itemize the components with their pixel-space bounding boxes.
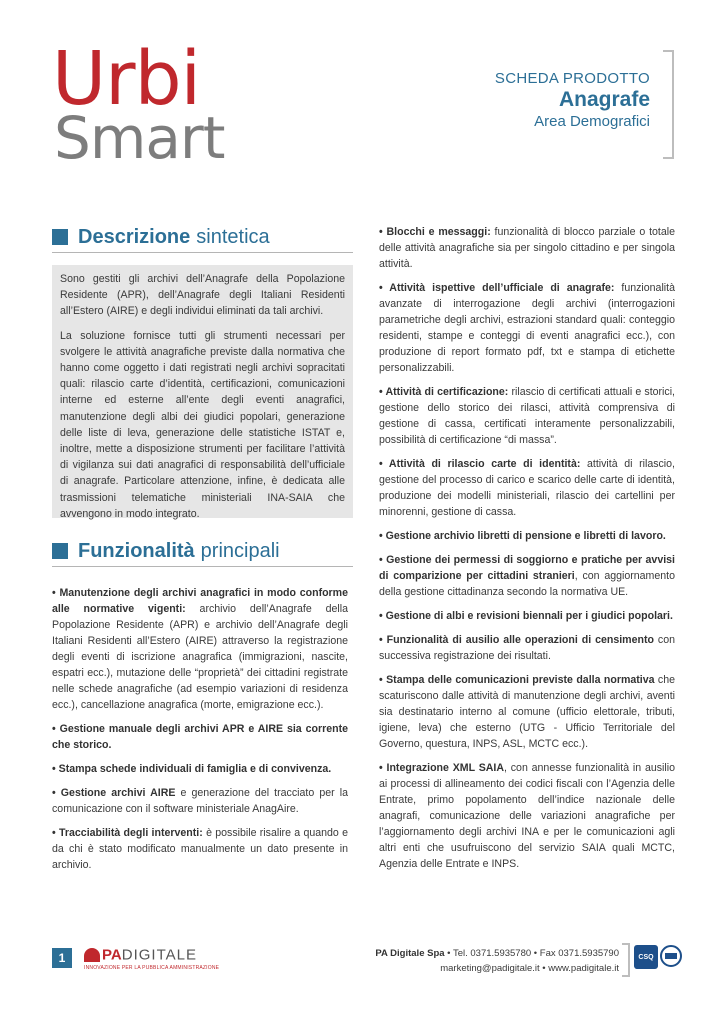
header-bracket-decoration	[663, 50, 674, 159]
iqnet-certification-icon	[660, 945, 682, 967]
section-title-bold: Funzionalità	[78, 539, 195, 562]
logo-tagline: INNOVAZIONE PER LA PUBBLICA AMMINISTRAZIONE	[84, 965, 220, 971]
list-item: • Gestione di albi e revisioni biennali per i giudici popolari.	[379, 610, 673, 622]
logo-smart-text: Smart	[54, 104, 225, 172]
logo-urbi-text: Urbi	[52, 36, 201, 122]
footer-bracket-decoration	[622, 943, 630, 977]
descrizione-paragraph: Sono gestiti gli archivi dell’Anagrafe della Popolazione Residente (APR), dell’Anagrafe degli Italiani Residenti all’Estero (AIRE) e degli individui eliminati da tali archivi.	[60, 273, 345, 318]
section-title-bold: Descrizione	[78, 225, 191, 248]
list-item: • Integrazione XML SAIA, con annesse funzionalità in ausilio ai processi di allineamento dei codici fiscali con l’Agenzia delle Entrate, primo popolamento dell’indice nazionale delle anagrafi, comunicazione delle variazioni anagrafiche per l’aggiornamento degli archivi INA e per le comunicazioni agli altri enti che usufruiscono del servizio SAIA quali MCTC, Agenzia delle Entrate e INPS.	[379, 762, 675, 870]
descrizione-box	[52, 265, 353, 518]
section-square-icon	[52, 543, 68, 559]
urbismart-logo	[52, 36, 267, 173]
list-item: • Gestione dei permessi di soggiorno e pratiche per avvisi di comparizione per cittadini stranieri, con aggiornamento della gestione cittadinanza secondo la normativa UE.	[379, 554, 675, 598]
list-item: • Attività di rilascio carte di identità: attività di rilascio, gestione del processo di carico e scarico delle carte di identità, produzione dei modelli ministeriali, rilascio dei cartellini per minorenni, gestione di cassa.	[379, 458, 675, 518]
section-square-icon	[52, 229, 68, 245]
list-item: • Gestione archivi AIRE e generazione del tracciato per la comunicazione con il software ministeriale AnagAire.	[52, 787, 348, 815]
csq-certification-icon: CSQ	[634, 945, 658, 969]
descrizione-paragraph: La soluzione fornisce tutti gli strumenti necessari per svolgere le attività anagrafiche previste dalla normativa che hanno come oggetto i dati registrati negli archivi sopracitati quali: rilascio carte d’identità, certificazioni, comunicazioni interne ed esterne all’ente degli eventi anagrafici, manutenzione degli albi dei giudici popolari, generazione delle liste di leva, generazione delle statistiche ISTAT e, inoltre, mette a disposizione strumenti per facilitare l’attività di vigilanza sui dati anagrafici di responsabilità dell’ufficiale di anagrafe. Particolare attenzione, infine, è dedicata alle trasmissioni telematiche ministeriali INA-SAIA che avvengono in modo integrato.	[60, 329, 345, 520]
phone-fax: • Tel. 0371.5935780 • Fax 0371.5935790	[444, 948, 619, 959]
logo-pa: PA	[102, 946, 122, 964]
email-website[interactable]: marketing@padigitale.it • www.padigitale.it	[440, 963, 619, 974]
padigitale-logo	[84, 946, 219, 971]
product-header	[495, 70, 650, 130]
funzionalita-heading	[52, 536, 353, 567]
list-item: • Gestione archivio libretti di pensione e libretti di lavoro.	[379, 530, 666, 542]
list-item: • Blocchi e messaggi: funzionalità di blocco parziale o totale delle attività anagrafiche sia per singolo cittadino e per singola attività.	[379, 226, 675, 270]
descrizione-heading	[52, 222, 353, 253]
scheda-label: SCHEDA PRODOTTO	[494, 70, 650, 87]
list-item: • Attività di certificazione: rilascio di certificati attuali e storici, gestione dello storico dei rilasci, attività comprensiva di gestione di cassa, certificati interamente personalizzabili, possibilità di certificazione “di massa”.	[379, 386, 676, 446]
list-item: • Stampa schede individuali di famiglia e di convivenza.	[52, 763, 332, 775]
list-item: • Attività ispettive dell’ufficiale di anagrafe: funzionalità avanzate di interrogazione degli archivi (interrogazioni parametriche degli archivi, estrazioni standard quali: conteggio residenti, stampe e conteggi di eventi anagrafici ecc.), con produzione di report formato pdf, txt e stampa di etichette personalizzabili.	[379, 282, 675, 374]
product-area: Area Demografici	[534, 113, 650, 130]
company-name: PA Digitale Spa	[375, 948, 445, 959]
list-item: • Gestione manuale degli archivi APR e AIRE sia corrente che storico.	[52, 723, 348, 751]
product-name: Anagrafe	[558, 88, 650, 111]
padigitale-mark-icon	[84, 948, 100, 962]
feature-list-left	[52, 585, 348, 881]
feature-list-right	[379, 224, 675, 880]
list-item: • Tracciabilità degli interventi: è possibile risalire a quando e da chi è stato modificato manualmente un dato presente in archivio.	[52, 827, 348, 871]
list-item: • Manutenzione degli archivi anagrafici in modo conforme alle normative vigenti: archivio dell’Anagrafe della Popolazione Residente (APR) e archivio dell’Anagrafe degli Italiani Residenti all’Estero (AIRE) attraverso la registrazione degli eventi di iscrizione anagrafica (immigrazioni, nascite, espatri ecc.), mutazione delle “proprietà” dei cittadini registrate nelle schede anagrafiche (ad esempio variazioni di residenza ecc.), cancellazione anagrafica (morte, emigrazione ecc.).	[52, 587, 348, 711]
list-item: • Stampa delle comunicazioni previste dalla normativa che scaturiscono dalle attività di manutenzione degli archivi, aventi sia destinatario interno al comune (ufficio elettorale, tributi, igiene, leva) che esterno (UTG - Ufficio Territoriale del Governo, questura, INPS, ASL, MCTC ecc.).	[379, 674, 675, 750]
logo-digitale: DIGITALE	[121, 946, 197, 964]
page-number: 1	[52, 948, 72, 968]
footer-contacts	[375, 946, 619, 976]
section-title-light: sintetica	[196, 225, 270, 248]
section-title-light: principali	[200, 539, 280, 562]
list-item: • Funzionalità di ausilio alle operazioni di censimento con successiva registrazione dei risultati.	[379, 634, 675, 662]
